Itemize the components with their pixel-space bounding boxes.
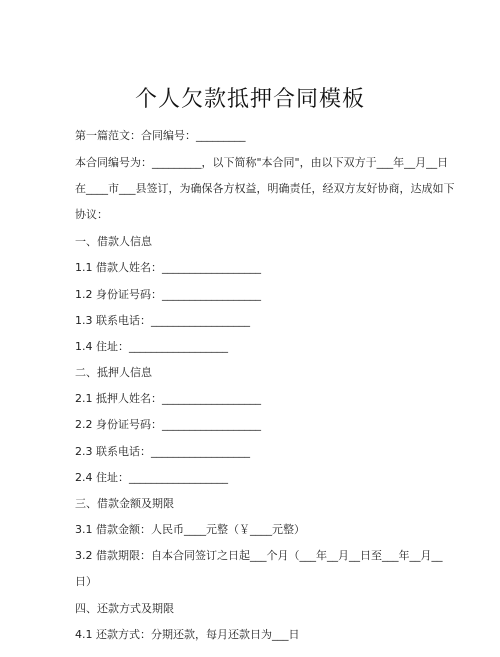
mortgagor-id-line: 2.2 身份证号码：__________________ [75,418,261,431]
intro-line-1: 本合同编号为：_________，以下简称"本合同"，由以下双方于___年__月__日 [75,156,449,169]
loan-term-line-continued: 日） [75,575,97,588]
section-heading-amount: 三、借款金额及期限 [75,497,174,510]
document-title: 个人欠款抵押合同模板 [134,87,365,112]
intro-line-3: 协议： [75,208,108,221]
section-heading-borrower: 一、借款人信息 [75,235,152,248]
mortgagor-name-line: 2.1 抵押人姓名：__________________ [75,392,261,405]
borrower-name-line: 1.1 借款人姓名：__________________ [75,261,261,274]
repayment-method-line: 4.1 还款方式：分期还款，每月还款日为___日 [75,628,300,641]
section-heading-mortgagor: 二、抵押人信息 [75,366,152,379]
intro-line-2: 在____市___县签订，为确保各方权益，明确责任，经双方友好协商，达成如下 [75,182,455,195]
mortgagor-phone-line: 2.3 联系电话：__________________ [75,445,250,458]
mortgagor-address-line: 2.4 住址：__________________ [75,471,228,484]
loan-amount-line: 3.1 借款金额：人民币____元整（￥____元整） [75,523,305,536]
contract-number-line: 第一篇范文：合同编号：_________ [75,129,246,142]
borrower-address-line: 1.4 住址：__________________ [75,340,228,353]
loan-term-line: 3.2 借款期限：自本合同签订之日起___个月（___年__月__日至___年__月__ [75,549,443,562]
borrower-phone-line: 1.3 联系电话：__________________ [75,314,250,327]
borrower-id-line: 1.2 身份证号码：__________________ [75,288,261,301]
section-heading-repayment: 四、还款方式及期限 [75,602,174,615]
